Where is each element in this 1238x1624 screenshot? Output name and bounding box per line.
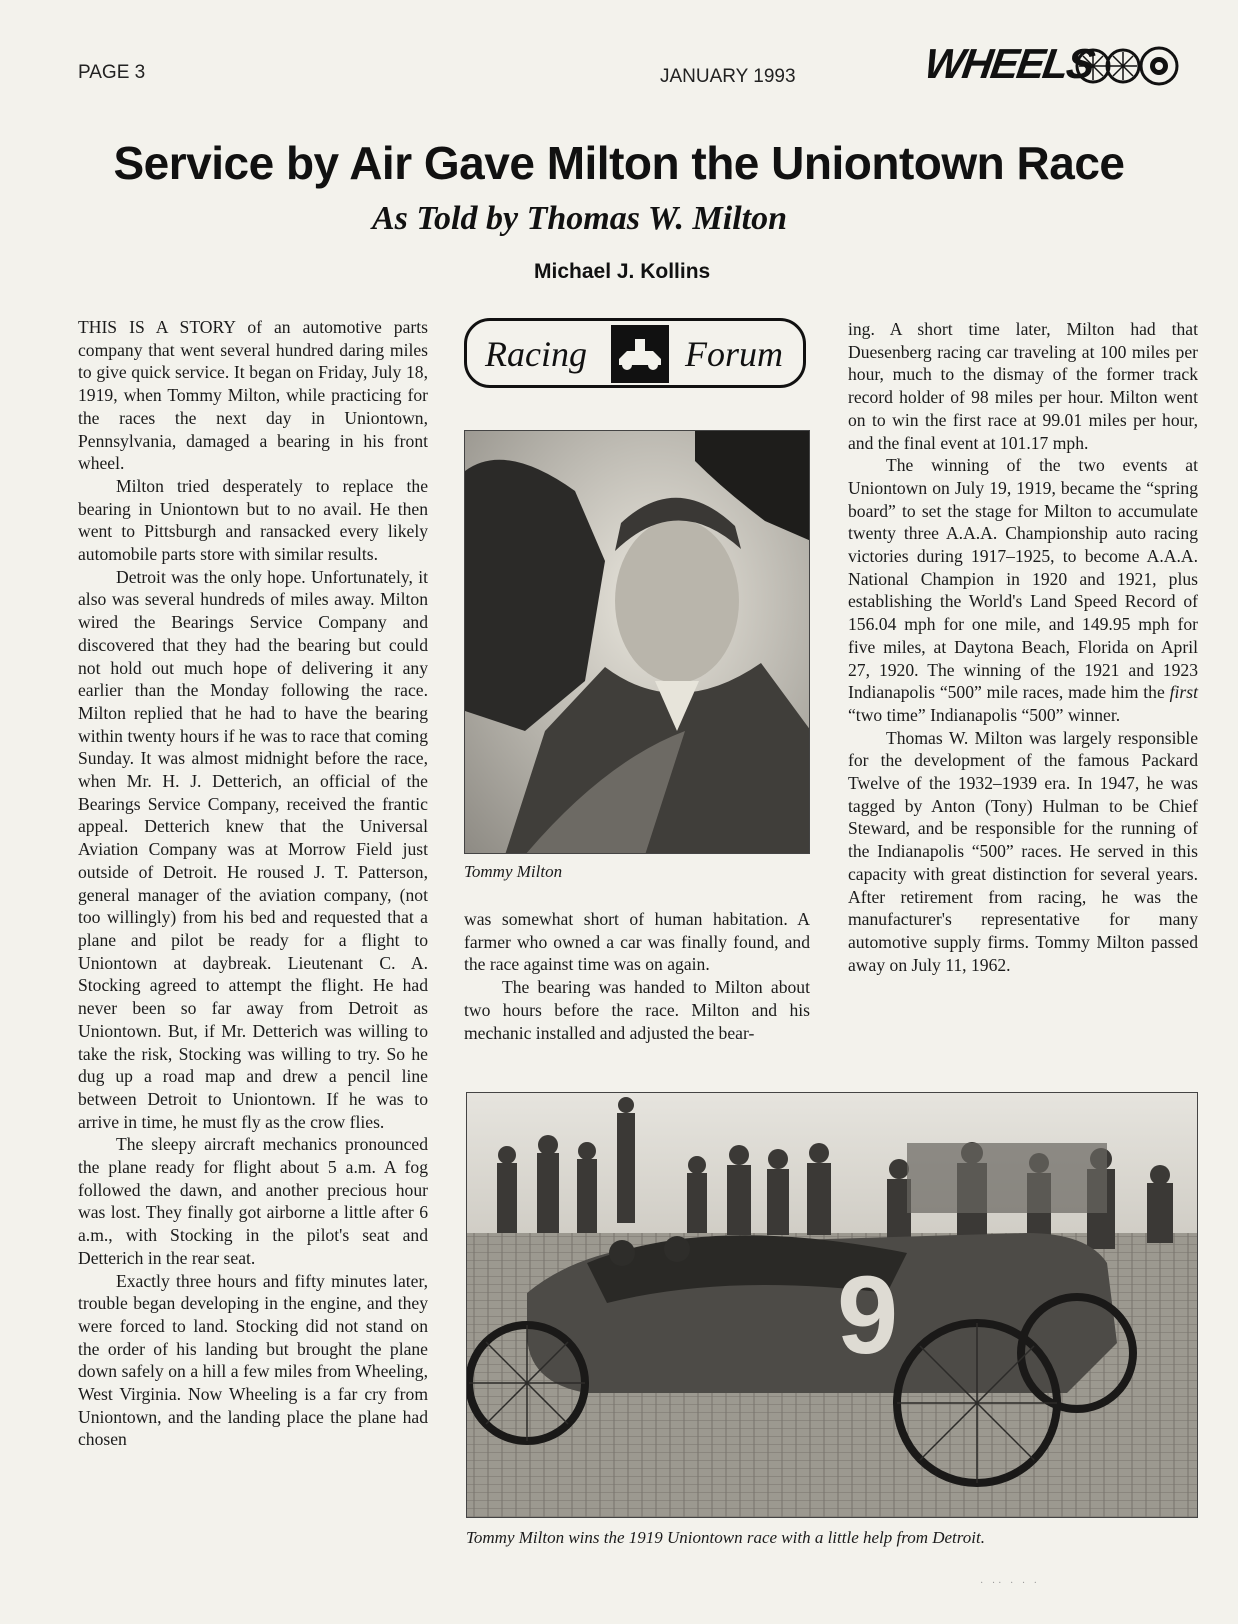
paragraph: Milton tried desperately to replace the bearing in Uniontown but to no avail. He then went to Pittsburgh and ransacked every likely automobile parts store with similar results.: [78, 475, 428, 565]
article-subtitle: As Told by Thomas W. Milton: [372, 200, 788, 237]
logo-text: WHEELS: [921, 40, 1097, 87]
wheels-graphic-icon: [1075, 44, 1187, 88]
paragraph: ing. A short time later, Milton had that Duesenberg racing car traveling at 100 miles per hour, much to the dismay of the former track record holder of 98 miles per hour. Milton went on to win the first race at 99.01 miles per hour, and the final event at 101.17 mph.: [848, 319, 1198, 453]
portrait-photo: [464, 430, 810, 854]
issue-date: JANUARY 1993: [660, 66, 796, 87]
paragraph: THIS IS A STORY of an automotive parts company that went several hundred daring miles to give quick service. It began on Friday, July 18, 1919, when Tommy Milton, while practicing for the races the next day in Uniontown, Pennsylvania, damaged a bearing in his front wheel.: [78, 317, 428, 474]
middle-column: [464, 908, 810, 1044]
right-column: [848, 318, 1198, 976]
paragraph: was somewhat short of human habitation. A farmer who owned a car was finally found, and the race against time was on again.: [464, 909, 810, 975]
forum-label-right: Forum: [685, 334, 783, 374]
race-photo-caption: Tommy Milton wins the 1919 Uniontown race with a little help from Detroit.: [466, 1528, 985, 1547]
portrait-caption: Tommy Milton: [464, 862, 563, 881]
racing-car-logo-icon: [611, 325, 669, 383]
byline: Michael J. Kollins: [534, 260, 711, 283]
article-title: Service by Air Gave Milton the Uniontown Race: [113, 137, 1125, 189]
paragraph: The sleepy aircraft mechanics pronounced the plane ready for flight about 5 a.m. A fog followed the dawn, and another precious hour was lost. They finally got airborne a little after 6 a.m., with Stocking in the pilot's seat and Detterich in the rear seat.: [78, 1134, 428, 1268]
wheels-logo: [921, 40, 1193, 90]
left-column: [78, 316, 428, 1451]
paragraph: Exactly three hours and fifty minutes later, trouble began developing in the engine, and they were forced to land. Stocking did not stand on the order of his landing but brought the plane down safely on a hill a few miles from Wheeling, West Virginia. Now Wheeling is a far cry from Uniontown, and the landing place the plane had chosen: [78, 1270, 428, 1450]
paragraph: [848, 454, 1198, 726]
paragraph: Detroit was the only hope. Unfortunately, it also was several hundreds of miles away. Milton wired the Bearings Service Company and discovered that they had the bearing but could not hold out much hope of delivering it any earlier than the Monday following the race. Milton replied that he had to have the bearing within twenty hours if he was to race that coming Sunday. It was almost midnight before the race, when Mr. H. J. Detterich, an official of the Bearings Service Company, received the frantic appeal. Detterich knew that the Universal Aviation Company was at Morrow Field just outside of Detroit. He roused J. T. Patterson, general manager of the aviation company, (not too willingly) from his bed and requested that a plane and pilot be ready for a flight to Uniontown at daybreak. Lieutenant C. A. Stocking agreed to attempt the flight. He had never been so far away from Detroit as Uniontown. But, if Mr. Detterich was willing to take the risk, Stocking was willing to try. So he dug up a road map and drew a pencil line between Detroit to Uniontown. If he was to arrive in time, he must fly as the crow flies.: [78, 566, 428, 1132]
paragraph-text: The winning of the two events at Uniontown on July 19, 1919, became the “spring board” to set the stage for Milton to accumulate twenty three A.A.A. Championship auto racing victories during 1917–1925, to become A.A.A. National Champion in 1920 and 1921, plus establishing the World's Land Speed Record of 156.04 mph for one mile, and 149.95 mph for five miles, at Daytona Beach, Florida on April 27, 1920. The winning of the 1921 and 1923 Indianapolis “500” mile races, made him the: [848, 455, 1198, 703]
race-car-photo: [466, 1092, 1198, 1518]
paragraph-text: “two time” Indianapolis “500” winner.: [848, 704, 1121, 725]
forum-label-left: Racing: [485, 334, 587, 374]
racing-forum-badge: [464, 318, 806, 388]
car-number: 9: [837, 1254, 899, 1377]
emphasis: first: [1169, 682, 1198, 703]
page-number: PAGE 3: [78, 62, 146, 83]
paper-speckle: · ·· · · ·: [980, 1578, 1040, 1589]
paragraph: The bearing was handed to Milton about two hours before the race. Milton and his mechanic installed and adjusted the bear-: [464, 977, 810, 1043]
paragraph: Thomas W. Milton was largely responsible for the development of the famous Packard Twelve of the 1932–1939 era. In 1947, he was tagged by Anton (Tony) Hulman to be Chief Steward, and be responsible for the running of the Indianapolis “500” races. He served in this capacity with great distinction for several years. After retirement from racing, he was the manufacturer's representative for many automotive supply firms. Tommy Milton passed away on July 11, 1962.: [848, 727, 1198, 975]
